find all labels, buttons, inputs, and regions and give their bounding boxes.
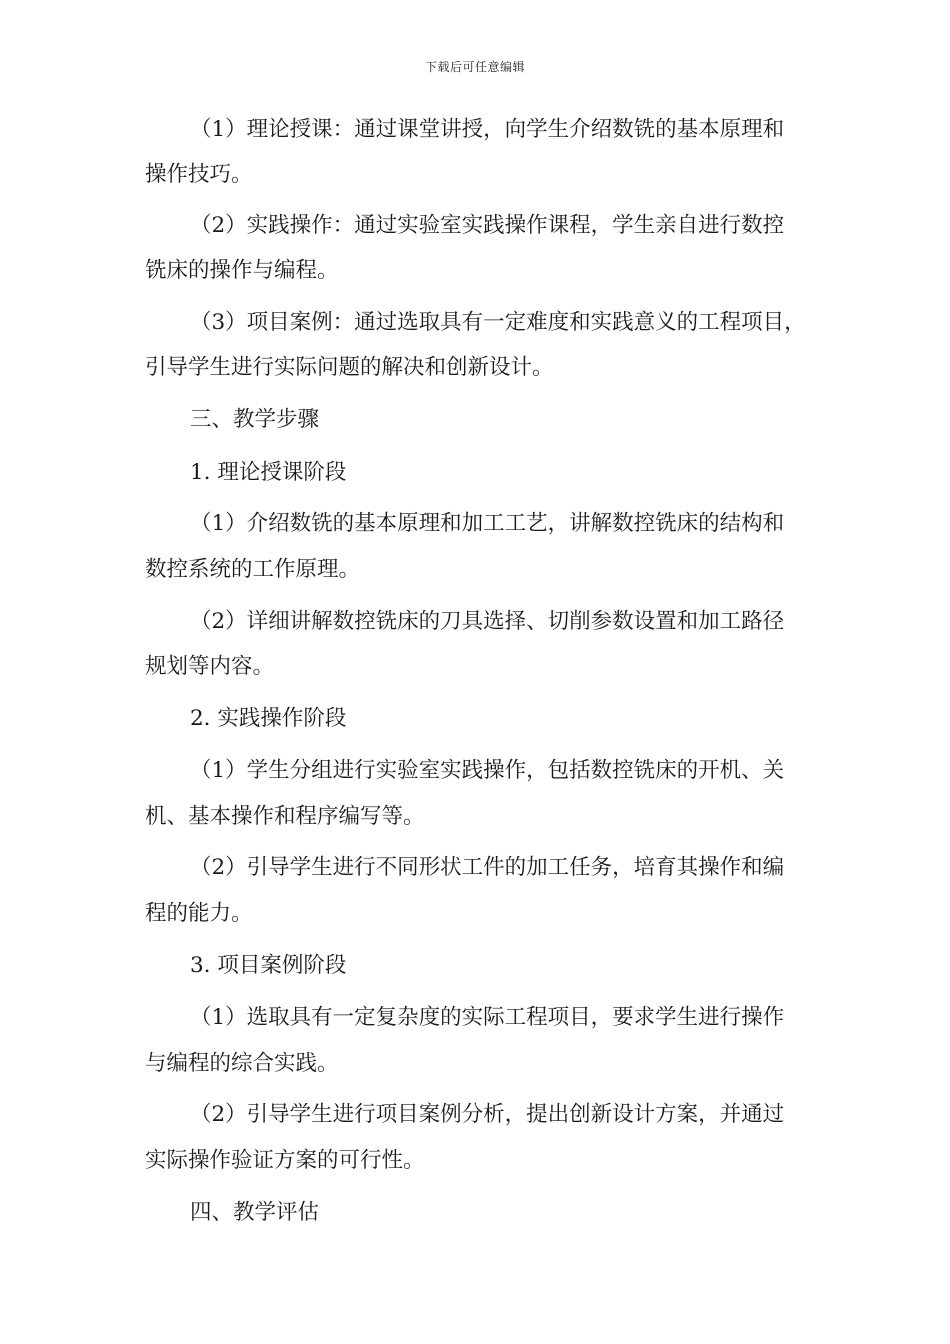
paragraph-line: （1）介绍数铣的基本原理和加工工艺，讲解数控铣床的结构和: [190, 511, 785, 536]
paragraph-line: （2）引导学生进行不同形状工件的加工任务，培育其操作和编: [190, 855, 785, 880]
step-heading: 1. 理论授课阶段: [190, 460, 347, 485]
paragraph-line: （2）详细讲解数控铣床的刀具选择、切削参数设置和加工路径: [190, 609, 785, 634]
step-heading: 3. 项目案例阶段: [190, 953, 347, 978]
paragraph-line: 机、基本操作和程序编写等。: [145, 804, 425, 829]
paragraph-line: 规划等内容。: [145, 654, 275, 679]
paragraph-line: 与编程的综合实践。: [145, 1051, 339, 1076]
paragraph-line: （3）项目案例：通过选取具有一定难度和实践意义的工程项目，: [190, 310, 806, 335]
section-heading: 四、教学评估: [190, 1200, 320, 1225]
section-heading: 三、教学步骤: [190, 407, 320, 432]
paragraph-line: 实际操作验证方案的可行性。: [145, 1148, 425, 1173]
paragraph-line: （1）学生分组进行实验室实践操作，包括数控铣床的开机、关: [190, 758, 785, 783]
paragraph-line: （1）选取具有一定复杂度的实际工程项目，要求学生进行操作: [190, 1005, 785, 1030]
paragraph-line: 铣床的操作与编程。: [145, 258, 339, 283]
paragraph-line: （2）引导学生进行项目案例分析，提出创新设计方案，并通过: [190, 1102, 785, 1127]
step-heading: 2. 实践操作阶段: [190, 706, 347, 731]
paragraph-line: 引导学生进行实际问题的解决和创新设计。: [145, 355, 554, 380]
paragraph-line: 操作技巧。: [145, 162, 253, 187]
paragraph-line: 数控系统的工作原理。: [145, 557, 361, 582]
paragraph-line: 程的能力。: [145, 901, 253, 926]
header-note: 下载后可任意编辑: [424, 60, 525, 74]
paragraph-line: （2）实践操作：通过实验室实践操作课程，学生亲自进行数控: [190, 213, 785, 238]
paragraph-line: （1）理论授课：通过课堂讲授，向学生介绍数铣的基本原理和: [190, 117, 785, 142]
